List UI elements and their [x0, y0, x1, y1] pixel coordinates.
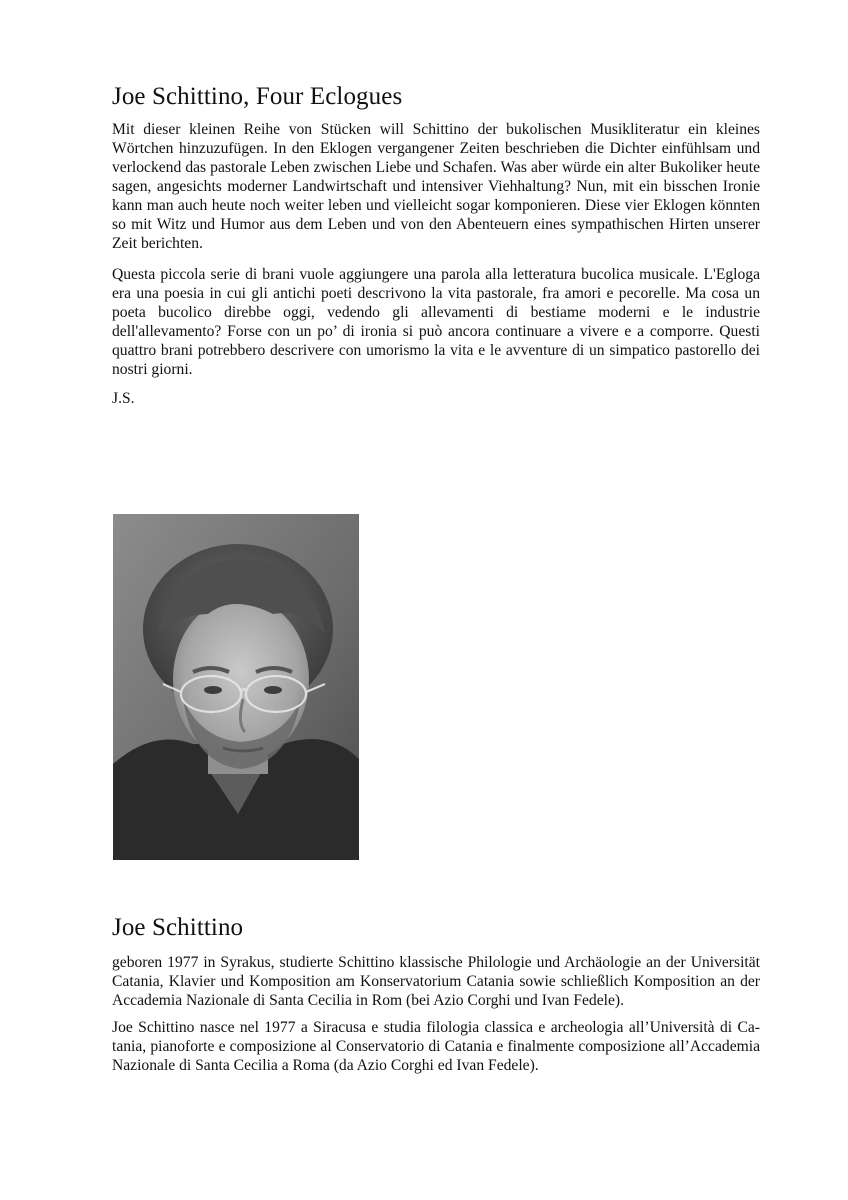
description-paragraph-german: Mit dieser kleinen Reihe von Stücken will Schittino der bukolischen Musikliteratur ein kleines Wörtchen hinzuzufügen. In den Eklogen vergangener Zeiten beschrieben die Dichter einfühlsam und verlockend das pastorale Leben zwischen Liebe und Schafen. Was aber würde ein alter Bukoliker heute sagen, angesichts moderner Landwirtschaft und intensiver Viehhaltung? Nun, mit ein bisschen Ironie kann man auch heute noch weiter leben und vielleicht sogar komponieren. Diese vier Eklogen könnten so mit Witz und Humor aus dem Leben und von den Abenteuern eines sympathischen Hirten unserer Zeit berichten. — [112, 121, 760, 252]
biography-paragraph-german: geboren 1977 in Syrakus, studierte Schittino klassische Philologie und Archäologie an der Universität Catania, Klavier und Komposition am Konservatorium Catania sowie schließlich Komposition an der Accademia Nazionale di Santa Cecilia in Rom (bei Azio Corghi und Ivan Fedele). — [112, 954, 760, 1009]
biography-paragraph-italian: Joe Schittino nasce nel 1977 a Siracusa e studia filologia classica e archeologia all’Università di Catania, pianoforte e composizione al Conservatorio di Catania e finalmente composizione all’Accademia Nazionale di Santa Cecilia a Roma (da Azio Corghi ed Ivan Fedele). — [112, 1019, 760, 1074]
portrait-illustration — [113, 514, 359, 860]
biography-title: Joe Schittino — [112, 914, 244, 941]
description-paragraph-italian: Questa piccola serie di brani vuole aggiungere una parola alla letteratura bucolica musicale. L'Egloga era una poesia in cui gli antichi poeti descrivono la vita pastorale, fra amori e pecorelle. Ma cosa un poeta bucolico direbbe oggi, vedendo gli allevamenti di bestiame moderni e le industrie dell'allevamento? Forse con un po’ di ironia si può ancora continuare a vivere e a comporre. Questi quattro brani potrebbero descrivere con umorismo la vita e le avventure di un simpatico pastorello dei nostri giorni. — [112, 266, 760, 378]
page-title: Joe Schittino, Four Eclogues — [112, 83, 403, 110]
author-signature: J.S. — [112, 390, 135, 407]
composer-portrait-photo — [113, 514, 359, 860]
